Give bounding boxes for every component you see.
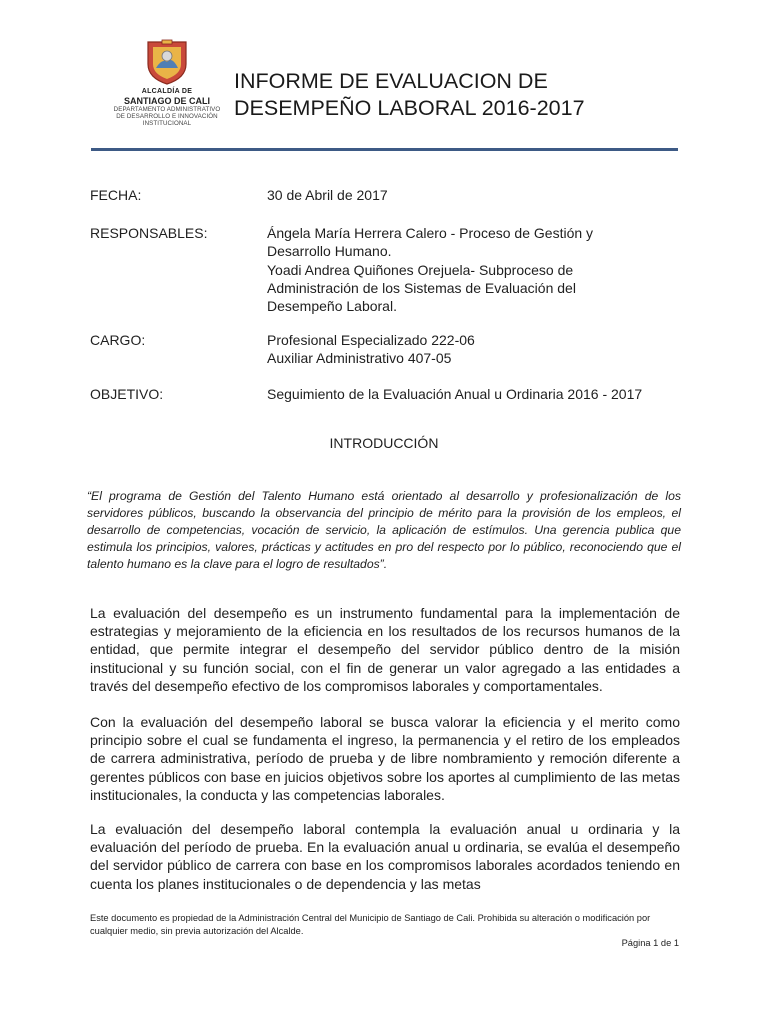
logo-line-1: ALCALDÍA DE bbox=[141, 88, 193, 95]
cargo-label: CARGO: bbox=[90, 332, 146, 348]
responsables-value bbox=[267, 224, 687, 315]
title-line-1: INFORME DE EVALUACION DE bbox=[234, 69, 548, 93]
title-line-2: DESEMPEÑO LABORAL 2016-2017 bbox=[234, 96, 585, 120]
header-divider bbox=[91, 148, 678, 151]
intro-quote: “El programa de Gestión del Talento Humano está orientado al desarrollo y profesionalización de los servidores públicos, buscando la observancia del principio de mérito para la provisión de los empleos, el desarrollo de competencias, vocación de servicio, la aplicación de estímulos. Una gerencia publica que estimula los principios, valores, prácticas y actitudes en pro del respecto por lo público, reconociendo que el talento humano es la clave para el logro de resultados”. bbox=[87, 489, 681, 571]
body-paragraph: La evaluación del desempeño es un instrumento fundamental para la implementación de estrategias y mejoramiento de la eficiencia en los resultados de los recursos humanos de la entidad, que permite integrar el desempeño del servidor público dentro de la misión institucional y su función social, con el fin de generar un valor agregado a las entidades a través del desempeño efectivo de los compromisos laborales y comportamentales. bbox=[90, 605, 680, 694]
fecha-value: 30 de Abril de 2017 bbox=[267, 187, 388, 203]
responsables-label: RESPONSABLES: bbox=[90, 225, 208, 241]
alcaldia-logo bbox=[108, 38, 226, 138]
coat-of-arms-icon bbox=[144, 38, 190, 86]
logo-line-5: INSTITUCIONAL bbox=[142, 120, 192, 127]
objetivo-label: OBJETIVO: bbox=[90, 386, 164, 402]
fecha-label: FECHA: bbox=[90, 187, 142, 203]
footer-note: Este documento es propiedad de la Administración Central del Municipio de Santiago de Cali. Prohibida su alteración o modificación por cualquier medio, sin previa autorización del Alcalde. bbox=[90, 913, 651, 936]
responsables-line: Desempeño Laboral. bbox=[267, 298, 397, 315]
cargo-line: Profesional Especializado 222-06 bbox=[267, 332, 475, 348]
intro-heading: INTRODUCCIÓN bbox=[329, 435, 439, 451]
responsables-line: Administración de los Sistemas de Evaluación del bbox=[267, 279, 576, 296]
responsables-line: Yoadi Andrea Quiñones Orejuela- Subproceso de bbox=[267, 261, 574, 278]
logo-line-2: SANTIAGO DE CALI bbox=[123, 96, 210, 106]
logo-line-3: DEPARTAMENTO ADMINISTRATIVO bbox=[113, 106, 221, 113]
logo-line-4: DE DESARROLLO E INNOVACIÓN bbox=[116, 113, 218, 120]
cargo-value bbox=[267, 331, 687, 368]
page-number: Página 1 de 1 bbox=[621, 938, 679, 948]
objetivo-value: Seguimiento de la Evaluación Anual u Ordinaria 2016 - 2017 bbox=[267, 386, 643, 402]
body-paragraph: La evaluación del desempeño laboral contempla la evaluación anual u ordinaria y la evaluación del período de prueba. En la evaluación anual u ordinaria, se evalúa el desempeño del servidor público de carrera con base en los compromisos laborales acordados teniendo en cuenta los planes institucionales o de dependencia y las metas bbox=[90, 821, 680, 892]
document-title bbox=[234, 68, 585, 122]
responsables-line: Desarrollo Humano. bbox=[267, 243, 392, 260]
responsables-line: Ángela María Herrera Calero - Proceso de Gestión y bbox=[267, 225, 594, 241]
body-paragraph: Con la evaluación del desempeño laboral se busca valorar la eficiencia y el merito como principio sobre el cual se fundamenta el ingreso, la permanencia y el retiro de los empleados de carrera administrativa, período de prueba y de libre nombramiento y remoción diferente a gerentes públicos con base en juicios objetivos sobre los aportes al cumplimiento de las metas institucionales, la conducta y las competencias laborales. bbox=[90, 714, 680, 803]
cargo-line: Auxiliar Administrativo 407-05 bbox=[267, 350, 452, 367]
